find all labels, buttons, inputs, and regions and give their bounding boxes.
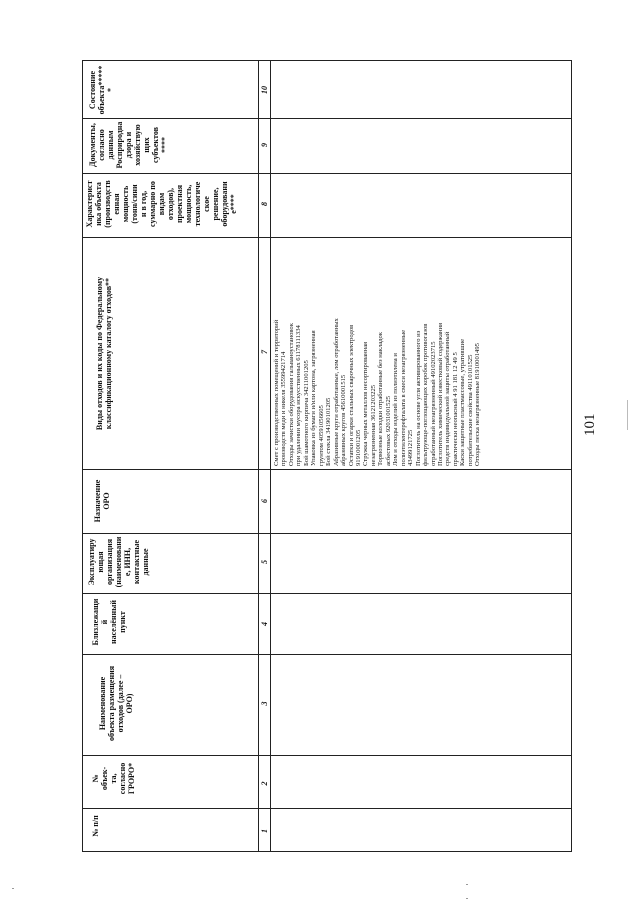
- column-divider: [83, 755, 571, 756]
- waste-item: 91910001205: [354, 429, 362, 466]
- header-waste-types: Виды отходов и их коды по Федеральному классификационному каталогу отходов**: [95, 276, 113, 431]
- column-number: 2: [260, 781, 269, 786]
- header-characteristics: Характерист ика объекта (производств енная мощность (тонн/сини н в год, суммарно по видам отходов), проектная мощность, технологиче ское решение, оборудовани e****: [85, 180, 238, 228]
- header-status: Состояние объекта***** *: [88, 65, 115, 115]
- waste-facilities-table: [82, 60, 572, 852]
- scan-mark: [466, 884, 468, 885]
- header-gropo-number: № объек- та, согласно ГРОРО*: [91, 762, 136, 795]
- waste-item: асбестовых 92031001525: [384, 395, 392, 466]
- scan-mark: [627, 400, 628, 430]
- waste-item: Стружка черных металлов несортированная: [362, 341, 370, 466]
- waste-item: Отходы песка незагрязненные 81910001495: [474, 343, 482, 466]
- header-row-number: № п/п: [91, 815, 100, 837]
- scan-mark: [12, 888, 14, 889]
- waste-item: абразивных кругов 45610001515: [340, 374, 348, 466]
- header-operator: Эксплуатиру ющая организация (наименовани е, ИНН, контактные данные: [87, 536, 150, 588]
- waste-item: Лом и отходы изделий из полиэтилена и: [392, 353, 400, 466]
- waste-item: Абразивные круги отработанные, лом отработанных: [332, 318, 340, 466]
- column-divider: [83, 533, 571, 534]
- waste-item: Поглотитель химический известковый содержания: [436, 322, 444, 466]
- column-number: 4: [260, 622, 269, 626]
- waste-item: грунтом 40591056605: [317, 405, 325, 466]
- waste-item: Тормозные колодки отработанные без накладок: [377, 331, 385, 466]
- column-number: 5: [260, 560, 269, 564]
- waste-item: Бой стекла 34190101205: [325, 397, 333, 466]
- column-divider: [83, 808, 571, 809]
- waste-item: потребительские свойства 49110101525: [466, 354, 474, 466]
- waste-item: Каски защитные пластмассовые, утратившие: [459, 339, 467, 466]
- waste-item: Остатки и огарки стальных сварочных электродов: [347, 324, 355, 466]
- column-divider: [83, 654, 571, 655]
- column-number: 7: [260, 350, 269, 354]
- waste-item: 43499121725: [407, 429, 415, 466]
- waste-item: Отходы зачистки оборудования гальваноустановок: [287, 323, 295, 466]
- scan-mark: [466, 898, 468, 899]
- waste-item: Упаковка из бумаги и/или картона, загрязненная: [310, 330, 318, 466]
- waste-item: Поглотитель на основе угля активированного из: [414, 330, 422, 466]
- header-purpose: Назначение ОРО: [93, 479, 111, 523]
- waste-item: при удалении мусора искусственных 61178111334: [295, 325, 303, 466]
- header-settlement: Близлежащи й населённый пункт: [91, 598, 127, 646]
- waste-item: полиэтилентерефталата в смеси незагрязненные: [399, 329, 407, 466]
- waste-item: производств меди и никеля 35599421714: [280, 351, 288, 466]
- column-number: 9: [260, 143, 269, 147]
- header-documents: Документы, согласно данным Росприроднa дзора и хозяйствую щих субъектов ****: [88, 121, 169, 169]
- column-divider: [83, 469, 571, 470]
- waste-item: Смет с производственных помещений и территорий: [273, 319, 280, 466]
- column-number: 10: [260, 86, 269, 94]
- waste-item: незагрязненная 36121203225: [369, 384, 377, 466]
- column-number: 3: [260, 701, 269, 706]
- page-number: 101: [582, 413, 598, 436]
- column-number: 1: [260, 829, 269, 833]
- column-divider: [83, 593, 571, 594]
- column-number: 8: [260, 202, 269, 206]
- number-row-divider: [270, 61, 271, 851]
- waste-item: средств индивидуальной защиты отработанный: [444, 331, 452, 466]
- column-number: 6: [260, 499, 269, 503]
- waste-item: практически неопасный 4 91 181 12 49 5: [451, 352, 459, 466]
- header-object-name: Наименование объекта размещения отходов (далее – ОРО): [98, 665, 134, 742]
- waste-item: фильтрующе-поглощающих коробок противогазов: [422, 323, 430, 466]
- header-row-divider: [258, 61, 259, 851]
- waste-item: отработанный незагрязненный 49102023715: [429, 341, 437, 466]
- waste-item: Бой шамотного кирпича 34211001205: [302, 360, 310, 466]
- waste-types-list: [273, 0, 482, 466]
